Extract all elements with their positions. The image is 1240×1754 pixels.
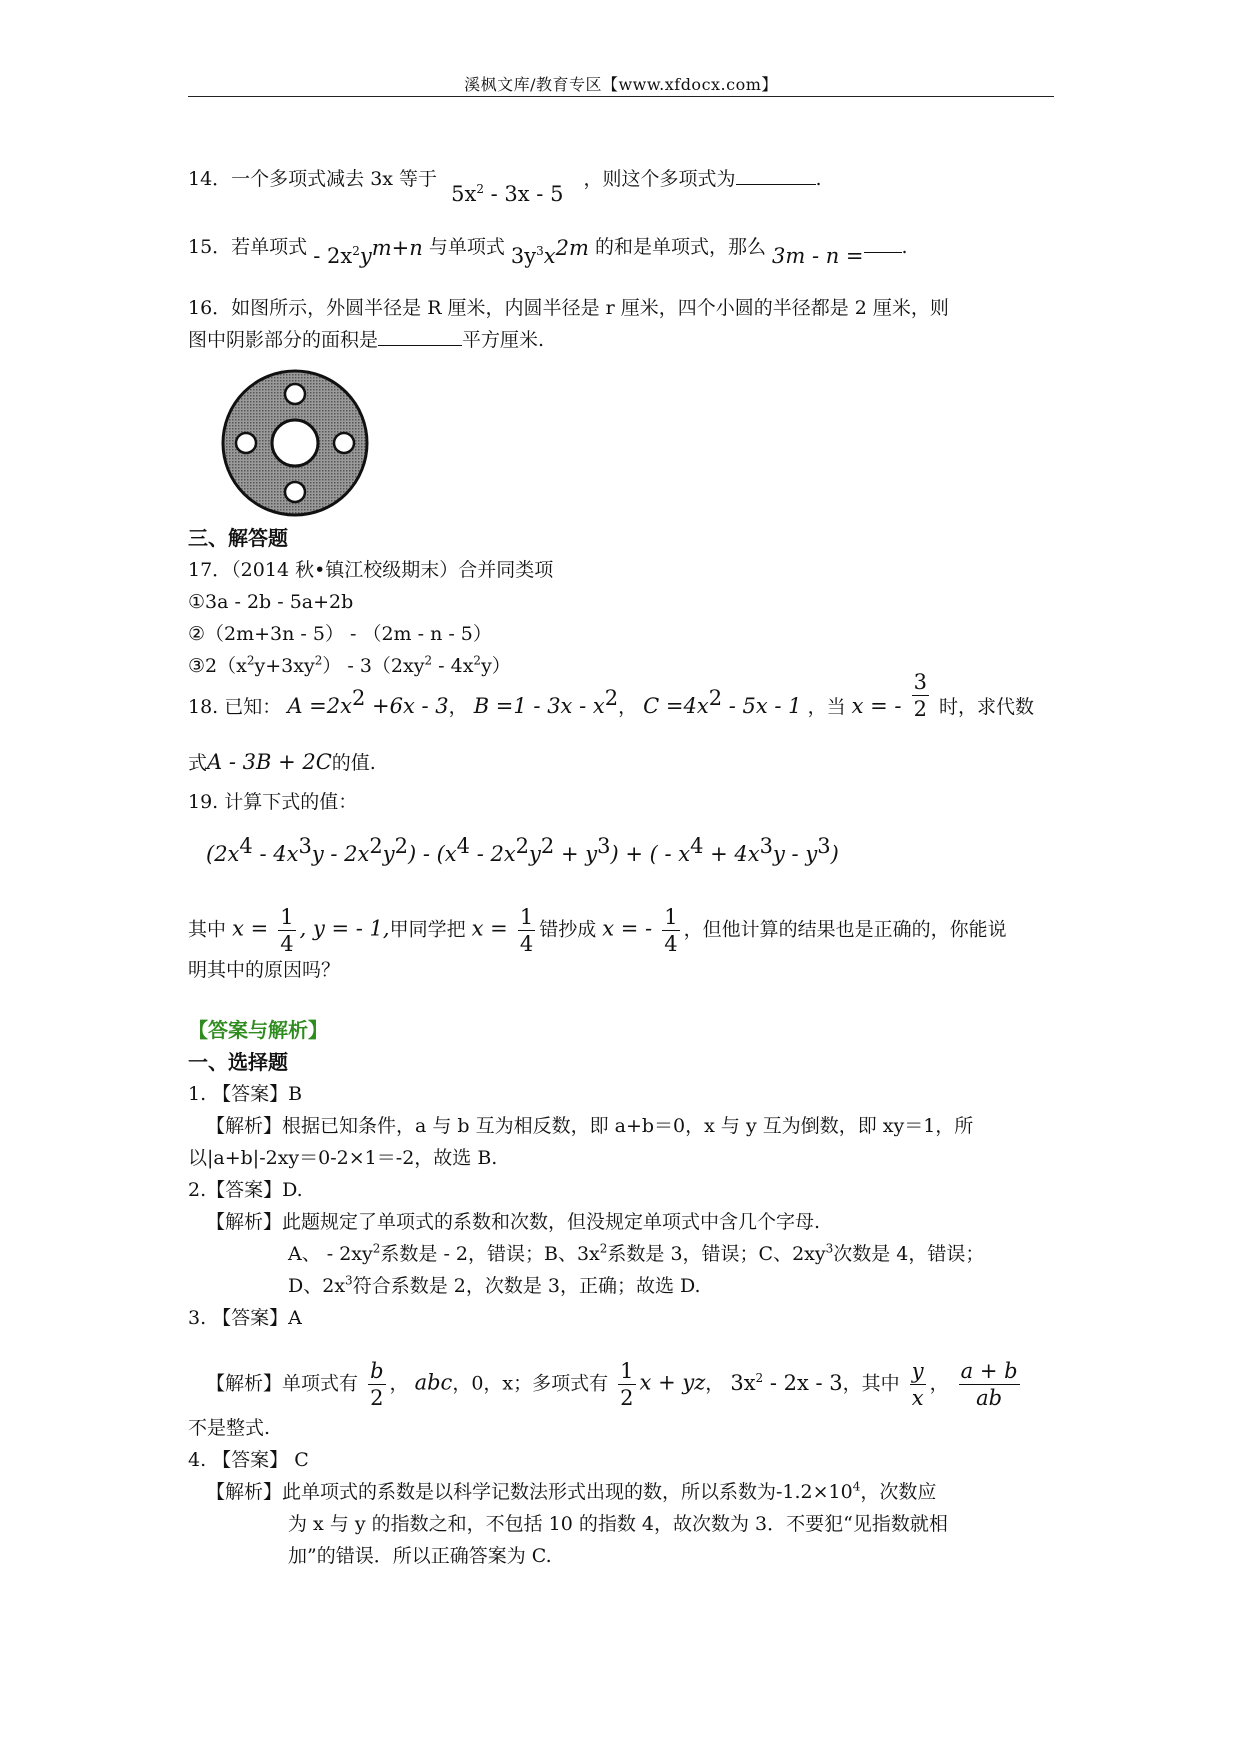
q15-monomial-1: - $2x^2y^{m+n}$ xyxy=(313,236,423,268)
question-17-title: 17．（2014 秋•镇江校级期末）合并同类项 xyxy=(188,559,554,581)
question-17-item-2: ②（2m+3n - 5） - （2m - n - 5） xyxy=(188,623,492,645)
question-14: 14．一个多项式减去 3x 等于 $5x^2 - 3x - 5$ ，则这个多项式为 . xyxy=(188,168,822,206)
small-circle-top xyxy=(285,384,305,404)
answer-4: 4. 【答案】 C xyxy=(188,1449,309,1471)
answer-2: 2.【答案】D. xyxy=(188,1179,303,1201)
question-19-last-line: 明其中的原因吗？ xyxy=(188,959,341,981)
answer-2-explanation-2: A、 - $2xy^2$系数是 - 2，错误；B、$3x^2$系数是 3，错误；C、$2xy^3$次数是 4，错误； xyxy=(288,1241,985,1265)
small-circle-left xyxy=(236,433,256,453)
q15-monomial-2: $3y^3x^{2m}$ xyxy=(510,236,589,268)
question-15: 15．若单项式 - $2x^2y^{m+n}$ 与单项式 $3y^3x^{2m}$ 的和是单项式，那么 3m - n = . xyxy=(188,236,908,268)
answer-2-explanation-3: D、$2x^3$符合系数是 2，次数是 3，正确；故选 D. xyxy=(288,1273,701,1297)
answers-title: 【答案与解析】 xyxy=(188,1018,328,1042)
header-divider xyxy=(188,96,1054,97)
small-circle-right xyxy=(334,433,354,453)
answer-3-tail: 不是整式. xyxy=(188,1417,271,1439)
answers-section-1: 一、选择题 xyxy=(188,1050,288,1074)
answer-2-explanation-1: 【解析】此题规定了单项式的系数和次数，但没规定单项式中含几个字母. xyxy=(206,1211,821,1233)
answer-1-explanation-1: 【解析】根据已知条件，a 与 b 互为相反数，即 a+b＝0，x 与 y 互为倒数，即 xy＝1，所 xyxy=(206,1115,974,1137)
page-header: 溪枫文库/教育专区【www.xfdocx.com】 xyxy=(464,75,778,94)
q18-x-value: x = - xyxy=(851,694,902,718)
q18-expr-b: $B =1 - 3x - x^2$ xyxy=(473,686,619,718)
a3-fraction-1: $\frac{b}{2}$ xyxy=(370,1359,384,1410)
a3-fraction-3: $\frac{y}{x}$ xyxy=(911,1359,924,1410)
q14-expression: $5x^2 - 3x - 5$ xyxy=(451,182,564,206)
answer-4-explanation-2: 为 x 与 y 的指数之和，不包括 10 的指数 4，故次数为 3．不要犯“见指数就相 xyxy=(288,1513,948,1535)
question-16-line-1: 16．如图所示，外圆半径是 R 厘米，内圆半径是 r 厘米，四个小圆的半径都是 2 厘米，则 xyxy=(188,297,949,319)
q15-answer-blank xyxy=(864,240,902,253)
answer-4-explanation-3: 加”的错误．所以正确答案为 C. xyxy=(288,1545,552,1567)
question-17-item-3: $③2(x^2y+3xy^2) - 3(2xy^2 - 4x^2y)$ xyxy=(188,653,511,677)
q18-target-expression: A - 3B + 2C xyxy=(207,750,332,774)
q14-text-b: ，则这个多项式为 xyxy=(583,168,736,190)
question-19-expression: $(2x^4 - 4x^3y - 2x^2y^2) - (x^4 - 2x^2y^2 + y^3)$ + ( - $x^4 + 4x^3y - y^3$) xyxy=(206,834,839,866)
question-16-line-2: 图中阴影部分的面积是 平方厘米. xyxy=(188,329,545,351)
q19-fraction-3: $\frac{1}{4}$ xyxy=(664,905,678,956)
annulus-figure xyxy=(220,368,370,518)
q18-fraction: $\frac{3}{2}$ xyxy=(913,669,927,721)
answer-1-explanation-2: 以|a+b|-2xy＝0-2×1＝-2，故选 B. xyxy=(188,1147,498,1169)
small-circle-bottom xyxy=(285,482,305,502)
q18-expr-c: $C =4x^2 - 5x - 1$ xyxy=(643,686,802,718)
q19-fraction-2: $\frac{1}{4}$ xyxy=(519,905,534,956)
inner-circle xyxy=(272,420,318,466)
answer-3-explanation: 【解析】单项式有 $\frac{b}{2}$ ， abc，0，x；多项式有 $\frac{1}{2}$ x + yz， $3x^2 - 2x - 3$，其中 $\frac{y}{x}$ ， $\frac{a + b}{ab}$ xyxy=(206,1359,1018,1410)
question-18-line-2: 式A - 3B + 2C的值. xyxy=(188,750,376,774)
a3-fraction-2: $\frac{1}{2}$ xyxy=(620,1359,634,1410)
question-19-condition: 其中 x = $\frac{1}{4}$ , y = - 1,甲同学把 x = $\frac{1}{4}$ 错抄成 x = - $\frac{1}{4}$ ，但他计算的结果也是正确的，你能说 xyxy=(188,905,1007,956)
answer-4-explanation-1: 【解析】此单项式的系数是以科学记数法形式出现的数，所以系数为$-1.2\times 10^4$，次数应 xyxy=(206,1479,937,1503)
question-17-item-1: ①3a - 2b - 5a+2b xyxy=(188,591,354,613)
question-19-title: 19. 计算下式的值： xyxy=(188,791,358,813)
q19-fraction-1: $\frac{1}{4}$ xyxy=(280,905,294,956)
answer-3: 3. 【答案】A xyxy=(188,1307,302,1329)
q18-expr-a: $A =2x^2 +6x - 3$ xyxy=(287,686,449,718)
q15-expression: 3m - n = xyxy=(772,244,864,268)
a3-fraction-4: $\frac{a + b}{ab}$ xyxy=(960,1359,1018,1410)
q14-answer-blank xyxy=(736,166,816,185)
section-3-title: 三、解答题 xyxy=(188,526,288,550)
answer-1: 1. 【答案】B xyxy=(188,1083,303,1105)
q16-answer-blank xyxy=(378,327,462,346)
q14-text: 14．一个多项式减去 3x 等于 xyxy=(188,168,438,190)
question-18-line-1: 18. 已知： $A =2x^2 +6x - 3$， $B =1 - 3x - x^2$， $C =4x^2 - 5x - 1$ ，当 x = - $\frac{3}{2}$ 时，求代数 xyxy=(188,669,1035,721)
